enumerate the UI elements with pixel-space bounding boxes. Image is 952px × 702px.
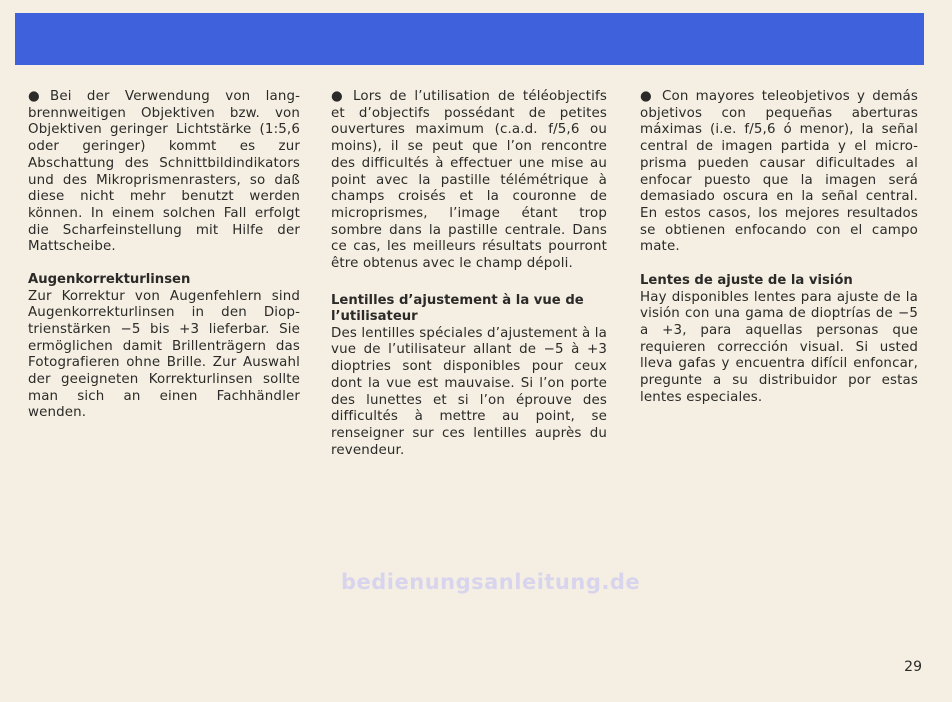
spanish-heading: Lentes de ajuste de la visión [640,273,853,289]
german-heading: Augenkorrekturlinsen [28,272,191,288]
spanish-column [640,89,918,406]
header-color-bar [15,13,924,65]
spanish-paragraph-1-text: Con mayores teleobjetivos y demás objetivos con pequeñas aberturas máximas (i.e. f/5,6 ó menor), la señal central de imagen partida y el microprisma pueden causar dificultades al enfocar puesto que la imagen será demasiado oscura en la señal central. En estos casos, los mejores resultados se obtienen enfocando con el campo mate. [640,89,918,255]
french-heading: Lentilles d’ajustement à la vue de l’utilisateur [331,292,584,325]
spanish-paragraph-2: Hay disponibles lentes para ajuste de la visión con una gama de dioptrías de −5 a +3, para aquellas personas que requieren corrección visual. Si usted lleva gafas y encuentra difícil enfoncar, pregunte a su distribuidor por estas lentes especiales. [640,289,918,405]
german-paragraph-1 [28,89,300,256]
german-paragraph-1-text: Bei der Verwendung von langbrennweitigen Objektiven bzw. von Objektiven geringer Lichtstärke (1:5,6 oder geringer) kommt es zur Abschattung des Schnittbildindikators und des Mikroprismenrasters, so daß diese nicht mehr benutzt werden können. In einem solchen Fall erfolgt die Scharfeinstellung mit Hilfe der Mattscheibe. [28,89,300,255]
page-number: 29 [904,659,922,675]
german-column [28,89,300,422]
bullet-icon: ● [28,89,40,104]
french-paragraph-1-text: Lors de l’utilisation de téléobjectifs et d’objectifs possédant de petites ouvertures maximum (c.a.d. f/5,6 ou moins), il se peut que l’on rencontre des difficultés à effectuer une mise au point avec la pastille télémétrique à champs croisés et la couronne de microprismes, l’image étant trop sombre dans la pastille centrale. Dans ce cas, les meilleurs résultats pourront être obtenus avec le champ dépoli. [331,89,607,272]
german-paragraph-2: Zur Korrektur von Augenfehlern sind Augenkorrekturlinsen in den Dioptrienstärken −5 bis +3 lieferbar. Sie ermöglichen damit Brillenträgern das Fotografieren ohne Brille. Zur Auswahl der geeigneten Korrekturlinsen sollte man sich an einen Fachhändler wenden. [28,288,300,421]
spanish-paragraph-1 [640,89,918,256]
bullet-icon: ● [331,89,343,104]
bullet-icon: ● [640,89,652,104]
watermark: bedienungsanleitung.de [341,570,641,594]
french-paragraph-1 [331,89,607,273]
french-paragraph-2: Des lentilles spéciales d’ajustement à la vue de l’utilisateur allant de −5 à +3 dioptries sont disponibles pour ceux dont la vue est mauvaise. Si l’on porte des lunettes et si l’on éprouve des difficultés à mettre au point, se renseigner sur ces lentilles auprès du revendeur. [331,325,607,458]
french-column [331,89,607,459]
